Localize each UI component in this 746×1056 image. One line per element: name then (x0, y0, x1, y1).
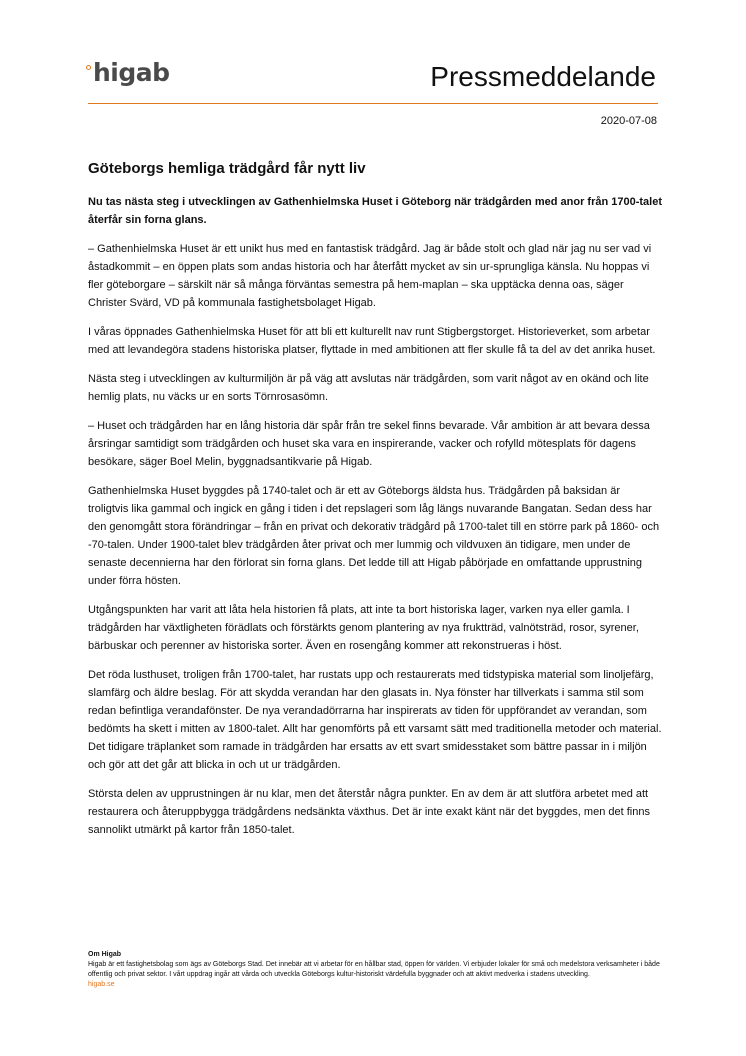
about-footer (88, 950, 668, 990)
article-paragraph: – Huset och trädgården har en lång historia där spår från tre sekel finns bevarade. Vår ambition är att bevara dessa årsringar samtidigt som trädgården och huset ska vara en inspirerande, vacker och rofylld mötesplats för dagens besökare, säger Boel Melin, byggnadsantikvarie på Higab. (88, 420, 650, 468)
footer-website-link[interactable]: higab.se (88, 981, 115, 988)
logo-dot-icon (86, 65, 91, 70)
article-paragraph: – Gathenhielmska Huset är ett unikt hus med en fantastisk trädgård. Jag är både stolt och glad när jag nu ser vad vi åstadkommit – en öppen plats som andas historia och har återfått mycket av sin ur-sprungliga känsla. Nu hoppas vi fler göteborgare – särskilt när så många förväntas semestra på hem-maplan – ska upptäcka denna oas, säger Christer Svärd, VD på kommunala fastighetsbolaget Higab. (88, 243, 652, 309)
article-paragraph: Gathenhielmska Huset byggdes på 1740-talet och är ett av Göteborgs äldsta hus. Trädgården på baksidan är troligtvis lika gammal och ingick en gång i tiden i det repslageri som låg längs nuvarande Bangatan. Sedan dess har den genomgått stora förändringar – från en privat och dekorativ trädgård på 1700-talet till en större park på 1860- och -70-talen. Under 1900-talet blev trädgården åter privat och mer lummig och vildvuxen än tidigare, men under de senaste decennierna har den förlorat sin forna glans. Det ledde till att Higab påbörjade en omfattande upprustning under förra hösten. (88, 485, 660, 587)
document-type-title: Pressmeddelande (430, 61, 656, 92)
article-headline: Göteborgs hemliga trädgård får nytt liv (88, 160, 366, 177)
article-paragraph: Största delen av upprustningen är nu klar, men det återstår några punkter. En av dem är att slutföra arbetet med att restaurera och återuppbygga trädgårdens nedsänkta växthus. Det är inte exakt känt när det byggdes, men det finns sannolikt utmärkt på kartor från 1850-talet. (88, 788, 650, 836)
publish-date: 2020-07-08 (600, 115, 657, 127)
higab-logo (88, 60, 170, 85)
header-divider (88, 103, 658, 104)
footer-text: Higab är ett fastighetsbolag som ägs av Göteborgs Stad. Det innebär att vi arbetar för en hållbar stad, öppen för världen. Vi erbjuder lokaler för små och medelstora verksamheter i både offentlig och privat sektor. I vårt uppdrag ingår att vårda och utveckla Göteborgs kultur-historiskt värdefulla byggnader och att aktivt medverka i stadens utveckling. (88, 961, 660, 978)
article-paragraph: Det röda lusthuset, troligen från 1700-talet, har rustats upp och restaurerats med tidstypiska material som linoljefärg, slamfärg och äldre beslag. För att skydda verandan har den glasats in. Nya fönster har tillverkats i samma stil som redan befintliga verandafönster. De nya verandadörrarna har inspirerats av tiden för uppförandet av verandan, som bedömts ha skett i mitten av 1800-talet. Allt har genomförts på ett varsamt sätt med traditionella metoder och material. Det tidigare träplanket som ramade in trädgården har ersatts av ett svart smidesstaket som bättre passar in i miljön och gör att det går att blicka in och ut ur trädgården. (88, 669, 662, 771)
article-body (88, 160, 662, 850)
footer-title: Om Higab (88, 951, 122, 958)
article-paragraph: Nästa steg i utvecklingen av kulturmiljön är på väg att avslutas när trädgården, som varit något av en okänd och lite hemlig plats, nu väcks ur en sorts Törnrosasömn. (88, 373, 649, 403)
article-paragraph: I våras öppnades Gathenhielmska Huset för att bli ett kulturellt nav runt Stigbergstorget. Historieverket, som arbetar med att levandegöra stadens historiska platser, flyttade in med ambitionen att fler skulle få ta del av det anrika huset. (88, 326, 656, 356)
article-lead: Nu tas nästa steg i utvecklingen av Gathenhielmska Huset i Göteborg när trädgården med anor från 1700-talet återfår sin forna glans. (88, 196, 662, 226)
logo-text: higab (93, 58, 170, 87)
article-paragraph: Utgångspunkten har varit att låta hela historien få plats, att inte ta bort historiska lager, varken nya eller gamla. I trädgården har växtligheten förädlats och förstärkts genom plantering av nya fruktträd, valnötsträd, rosor, syrener, bärbuskar och perenner av historiska sorter. Även en rosengång kommer att rekonstrueras i höst. (88, 604, 639, 652)
